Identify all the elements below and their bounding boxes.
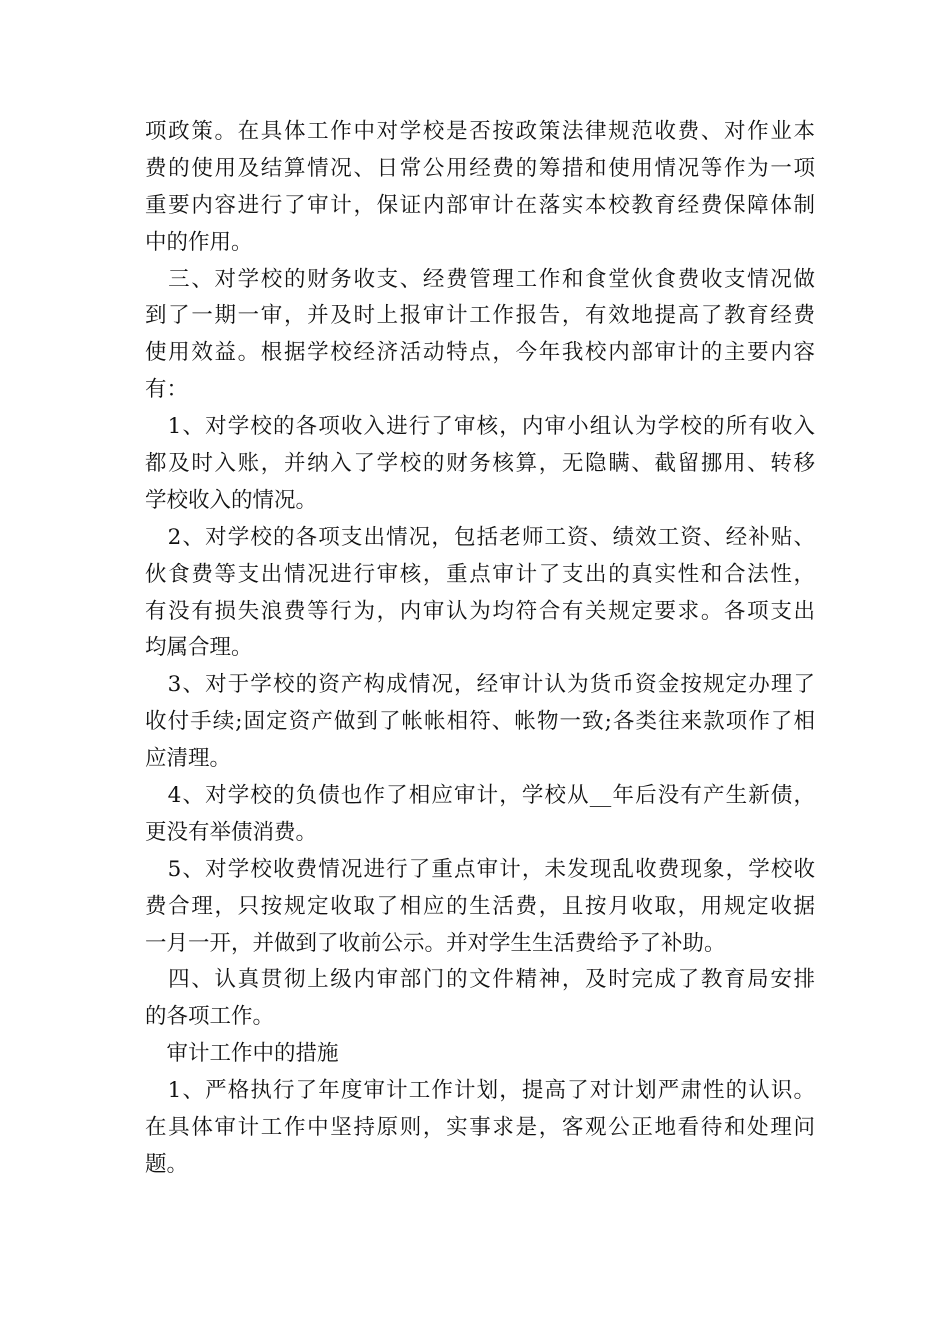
paragraph-measure-1: [145, 1073, 815, 1184]
text-line: 在具体审计工作中坚持原则，实事求是，客观公正地看待和处理问: [145, 1115, 815, 1141]
paragraph-item-3-assets: [145, 667, 815, 778]
text-line: 中的作用。: [145, 229, 253, 255]
paragraph-section-four: [145, 962, 815, 1036]
section-heading-measures: [145, 1036, 815, 1073]
text-line: 更没有举债消费。: [145, 819, 318, 845]
paragraph-policy-continuation: [145, 114, 815, 262]
text-line: 一月一开，并做到了收前公示。并对学生生活费给予了补助。: [145, 930, 726, 956]
paragraph-item-4-debt: [145, 778, 815, 852]
text-line: 到了一期一审，并及时上报审计工作报告，有效地提高了教育经费: [145, 303, 815, 329]
text-line: 有：: [145, 377, 189, 403]
text-line: 费合理，只按规定收取了相应的生活费，且按月收取，用规定收据: [145, 893, 815, 919]
text-line: 三、对学校的财务收支、经费管理工作和食堂伙食费收支情况做: [145, 266, 815, 292]
text-line: 审计工作中的措施: [145, 1041, 339, 1067]
text-line: 费的使用及结算情况、日常公用经费的筹措和使用情况等作为一项: [145, 155, 815, 181]
text-line: 的各项工作。: [145, 1004, 275, 1030]
text-line: 3、对于学校的资产构成情况，经审计认为货币资金按规定办理了: [145, 672, 815, 698]
text-line: 四、认真贯彻上级内审部门的文件精神，及时完成了教育局安排: [145, 967, 815, 993]
text-line: 均属合理。: [145, 635, 253, 661]
text-line: 4、对学校的负债也作了相应审计，学校从__年后没有产生新债，: [145, 783, 815, 809]
text-line: 收付手续;固定资产做到了帐帐相符、帐物一致;各类往来款项作了相: [145, 709, 815, 735]
text-line: 2、对学校的各项支出情况，包括老师工资、绩效工资、经补贴、: [145, 524, 815, 550]
text-line: 题。: [145, 1151, 189, 1177]
text-line: 应清理。: [145, 746, 232, 772]
text-line: 学校收入的情况。: [145, 487, 318, 513]
paragraph-item-5-fees: [145, 852, 815, 963]
text-line: 使用效益。根据学校经济活动特点，今年我校内部审计的主要内容: [145, 340, 815, 366]
text-line: 1、严格执行了年度审计工作计划，提高了对计划严肃性的认识。: [145, 1078, 815, 1104]
text-line: 1、对学校的各项收入进行了审核，内审小组认为学校的所有收入: [145, 414, 815, 440]
text-line: 5、对学校收费情况进行了重点审计，未发现乱收费现象，学校收: [145, 856, 815, 882]
text-line: 伙食费等支出情况进行审核，重点审计了支出的真实性和合法性，: [145, 561, 815, 587]
text-line: 项政策。在具体工作中对学校是否按政策法律规范收费、对作业本: [145, 119, 815, 144]
document-body: [145, 114, 815, 1184]
paragraph-section-three: [145, 262, 815, 410]
text-line: 都及时入账，并纳入了学校的财务核算，无隐瞒、截留挪用、转移: [145, 451, 815, 477]
text-line: 有没有损失浪费等行为，内审认为均符合有关规定要求。各项支出: [145, 598, 815, 624]
text-line: 重要内容进行了审计，保证内部审计在落实本校教育经费保障体制: [145, 192, 815, 218]
paragraph-item-2-expenditure: [145, 520, 815, 668]
paragraph-item-1-income: [145, 409, 815, 520]
